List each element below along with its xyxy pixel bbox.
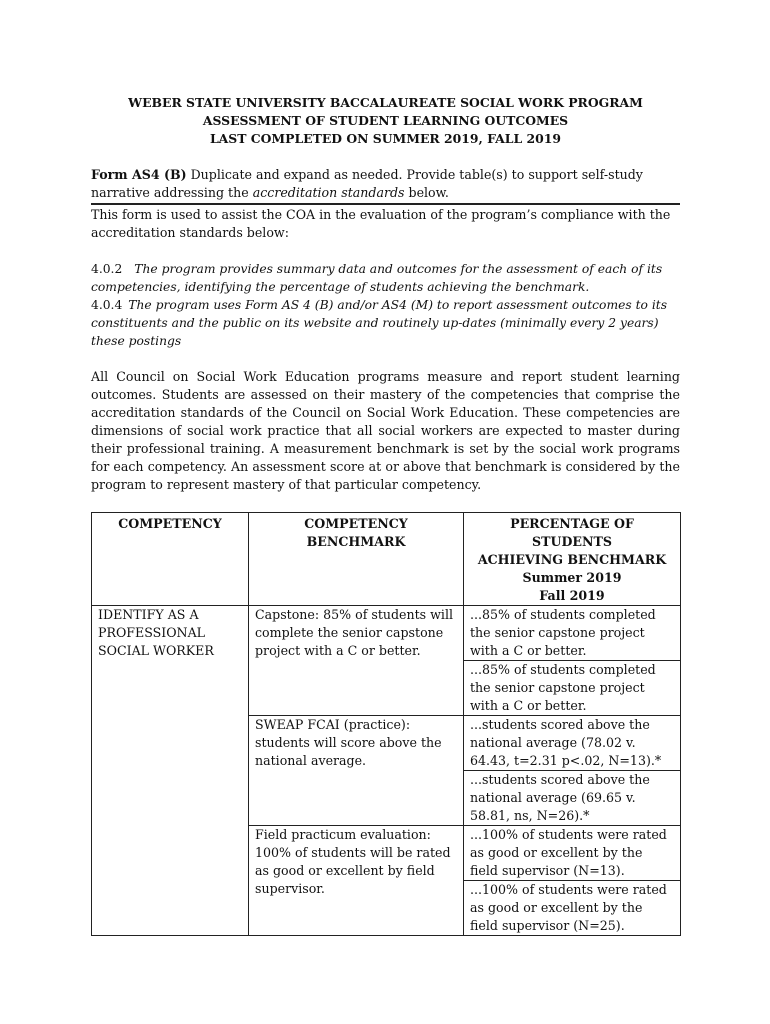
benchmark-cell: Field practicum evaluation: 100% of students will be rated as good or excellent by field supervisor. xyxy=(249,826,464,936)
standard-item xyxy=(91,260,680,296)
form-italic-text: accreditation standards xyxy=(252,185,405,200)
header-percentage: PERCENTAGE OF STUDENTS ACHIEVING BENCHMARK Summer 2019 Fall 2019 xyxy=(464,513,681,606)
standard-number: 4.0.4 xyxy=(91,298,123,312)
title-line-2: ASSESSMENT OF STUDENT LEARNING OUTCOMES xyxy=(202,113,569,128)
result-summer-cell: ...100% of students were rated as good or excellent by the field supervisor (N=13). xyxy=(464,826,681,881)
document-page xyxy=(91,94,680,936)
competency-cell: IDENTIFY AS A PROFESSIONAL SOCIAL WORKER xyxy=(92,606,249,936)
result-fall-cell: ...85% of students completed the senior capstone project with a C or better. xyxy=(464,661,681,716)
header-benchmark: COMPETENCY BENCHMARK xyxy=(249,513,464,606)
form-text-after: below. xyxy=(404,185,449,200)
result-fall-cell: ...students scored above the national average (69.65 v. 58.81, ns, N=26).* xyxy=(464,771,681,826)
benchmark-cell: Capstone: 85% of students will complete the senior capstone project with a C or better. xyxy=(249,606,464,716)
form-text-before: Duplicate and expand as needed. Provide table(s) to support self-study narrative addressing the xyxy=(91,167,643,200)
assessment-table xyxy=(91,512,681,936)
standards-list xyxy=(91,260,680,350)
header-competency: COMPETENCY xyxy=(92,513,249,606)
form-instructions xyxy=(91,166,680,205)
intro-text: This form is used to assist the COA in the evaluation of the program’s compliance with the accreditation standards below: xyxy=(91,207,671,240)
standard-item xyxy=(91,296,680,350)
standard-text: The program provides summary data and outcomes for the assessment of each of its competencies, identifying the percentage of students achieving the benchmark. xyxy=(91,262,663,294)
result-summer-cell: ...students scored above the national average (78.02 v. 64.43, t=2.31 p<.02, N=13).* xyxy=(464,716,681,771)
standard-number: 4.0.2 xyxy=(91,262,123,276)
form-label: Form AS4 (B) xyxy=(91,167,187,182)
table-row xyxy=(92,606,681,661)
benchmark-cell: SWEAP FCAI (practice): students will score above the national average. xyxy=(249,716,464,826)
standard-text: The program uses Form AS 4 (B) and/or AS4 (M) to report assessment outcomes to its constituents and the public on its website and routinely up-dates (minimally every 2 years) these postings xyxy=(91,298,668,348)
result-summer-cell: ...85% of students completed the senior capstone project with a C or better. xyxy=(464,606,681,661)
result-fall-cell: ...100% of students were rated as good or excellent by the field supervisor (N=25). xyxy=(464,881,681,936)
document-title xyxy=(91,94,680,148)
body-paragraph: All Council on Social Work Education programs measure and report student learning outcomes. Students are assessed on their mastery of the competencies that comprise the accreditation standards of the Council on Social Work Education. These competencies are dimensions of social work practice that all social workers are expected to master during their professional training. A measurement benchmark is set by the social work programs for each competency. An assessment score at or above that benchmark is considered by the program to represent mastery of that particular competency. xyxy=(91,369,680,492)
table-header-row xyxy=(92,513,681,606)
title-line-3: LAST COMPLETED ON SUMMER 2019, FALL 2019 xyxy=(209,131,562,146)
title-line-1: WEBER STATE UNIVERSITY BACCALAUREATE SOCIAL WORK PROGRAM xyxy=(128,95,643,110)
